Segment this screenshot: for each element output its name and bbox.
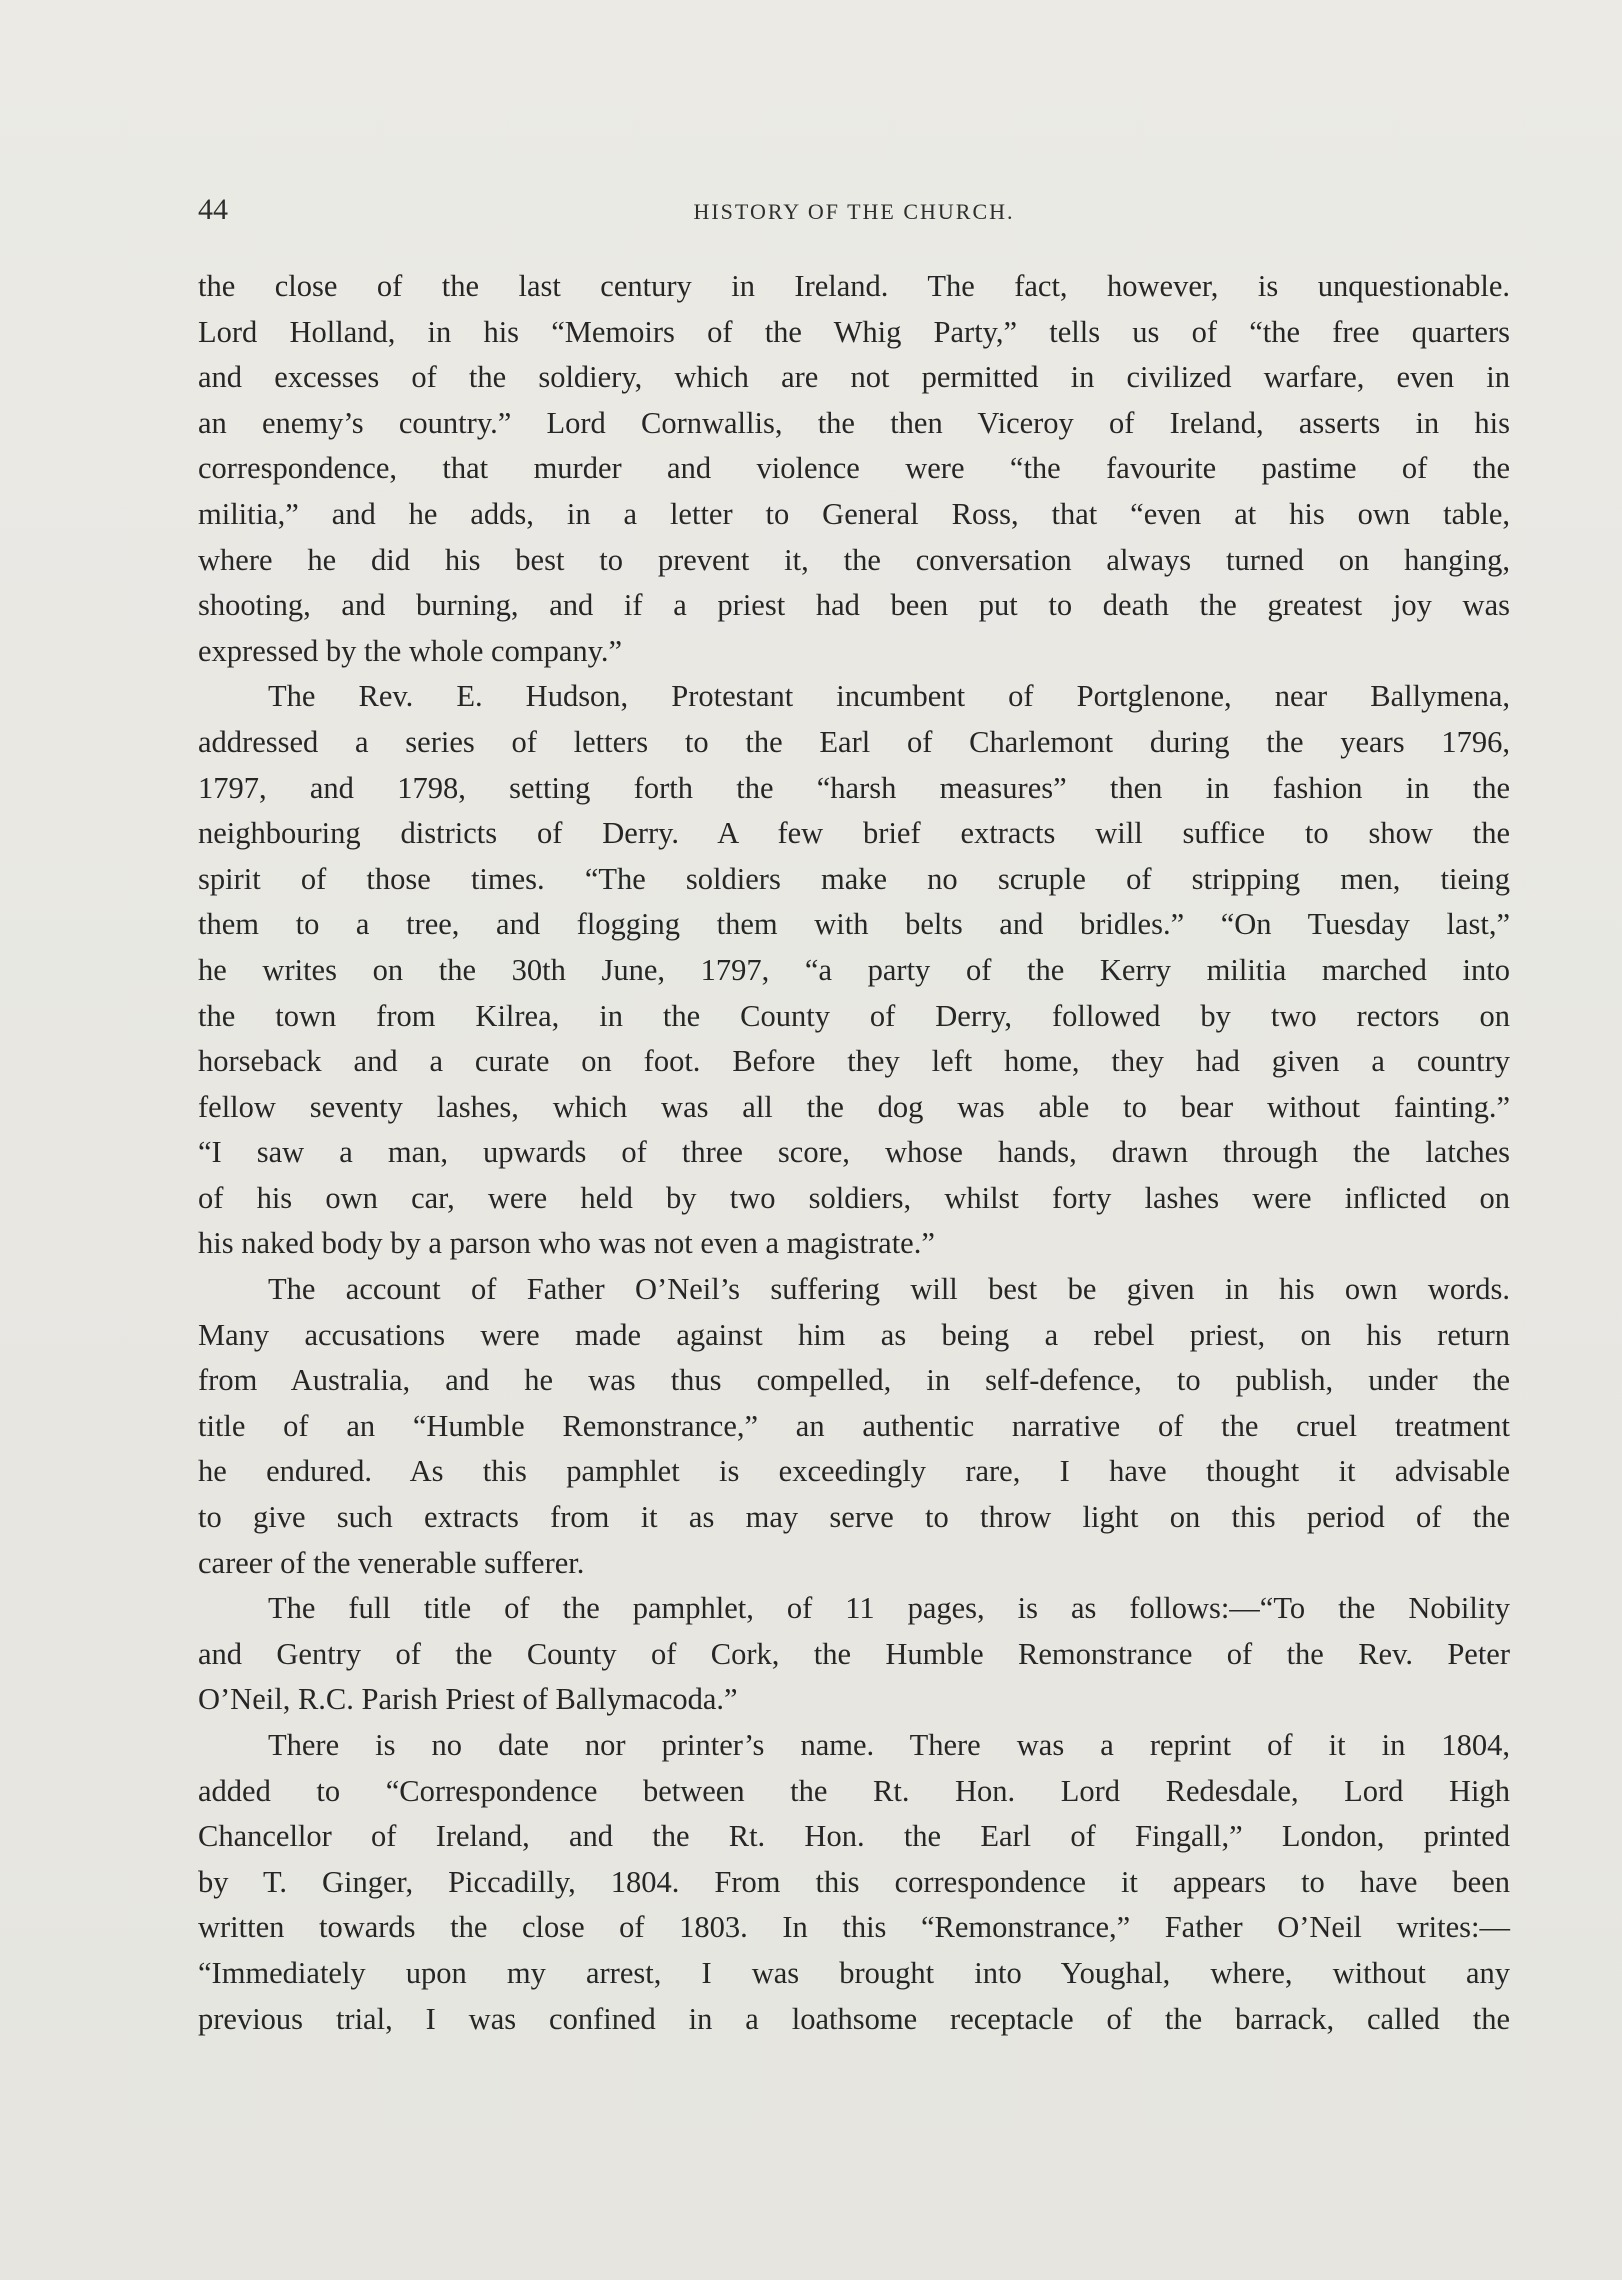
text-line: the town from Kilrea, in the County of Derry, followed by two rectors on xyxy=(198,998,1510,1033)
text-line: neighbouring districts of Derry. A few brief extracts will suffice to show the xyxy=(198,816,1510,851)
text-line: Lord Holland, in his “Memoirs of the Whig Party,” tells us of “the free quarters xyxy=(198,314,1510,349)
text-line: of his own car, were held by two soldiers, whilst forty lashes were inflicted on xyxy=(198,1180,1510,1215)
text-line: Chancellor of Ireland, and the Rt. Hon. the Earl of Fingall,” London, printed xyxy=(198,1819,1510,1854)
text-line: an enemy’s country.” Lord Cornwallis, the then Viceroy of Ireland, asserts in his xyxy=(198,405,1510,440)
text-line: written towards the close of 1803. In this “Remonstrance,” Father O’Neil writes:— xyxy=(198,1910,1510,1945)
text-line: O’Neil, R.C. Parish Priest of Ballymacoda.” xyxy=(198,1682,738,1717)
text-line: title of an “Humble Remonstrance,” an authentic narrative of the cruel treatment xyxy=(198,1408,1510,1443)
paragraph xyxy=(198,1267,1510,1586)
text-line: where he did his best to prevent it, the conversation always turned on hanging, xyxy=(198,542,1510,577)
text-line: to give such extracts from it as may serve to throw light on this period of the xyxy=(198,1500,1510,1535)
text-line: shooting, and burning, and if a priest had been put to death the greatest joy was xyxy=(198,588,1510,623)
text-line: The full title of the pamphlet, of 11 pages, is as follows:—“To the Nobility xyxy=(268,1591,1510,1626)
paragraph xyxy=(198,674,1510,1267)
text-line: his naked body by a parson who was not even a magistrate.” xyxy=(198,1226,935,1261)
text-line: The Rev. E. Hudson, Protestant incumbent of Portglenone, near Ballymena, xyxy=(268,679,1510,714)
text-line: added to “Correspondence between the Rt. Hon. Lord Redesdale, Lord High xyxy=(198,1773,1510,1808)
text-line: addressed a series of letters to the Earl of Charlemont during the years 1796, xyxy=(198,724,1510,759)
paragraph xyxy=(198,1586,1510,1723)
text-line: them to a tree, and flogging them with belts and bridles.” “On Tuesday last,” xyxy=(198,907,1510,942)
text-line: The account of Father O’Neil’s suffering will best be given in his own words. xyxy=(268,1272,1510,1307)
running-head xyxy=(198,190,1510,230)
text-line: and Gentry of the County of Cork, the Humble Remonstrance of the Rev. Peter xyxy=(198,1636,1510,1671)
paragraph xyxy=(198,264,1510,674)
text-line: the close of the last century in Ireland. The fact, however, is unquestionable. xyxy=(198,269,1510,303)
running-title: HISTORY OF THE CHURCH. xyxy=(693,199,1015,224)
text-line: career of the venerable sufferer. xyxy=(198,1545,585,1580)
text-line: expressed by the whole company.” xyxy=(198,633,623,668)
text-line: and excesses of the soldiery, which are not permitted in civilized warfare, even in xyxy=(198,360,1510,395)
text-line: he endured. As this pamphlet is exceedingly rare, I have thought it advisable xyxy=(198,1454,1510,1489)
paragraph xyxy=(198,1723,1510,2042)
text-line: militia,” and he adds, in a letter to General Ross, that “even at his own table, xyxy=(198,496,1510,531)
text-line: he writes on the 30th June, 1797, “a party of the Kerry militia marched into xyxy=(198,952,1510,987)
text-line: from Australia, and he was thus compelled, in self-defence, to publish, under the xyxy=(198,1363,1510,1398)
text-line: “I saw a man, upwards of three score, whose hands, drawn through the latches xyxy=(198,1135,1510,1170)
text-line: spirit of those times. “The soldiers make no scruple of stripping men, tieing xyxy=(198,861,1510,896)
text-line: horseback and a curate on foot. Before they left home, they had given a country xyxy=(198,1044,1510,1079)
text-line: Many accusations were made against him as being a rebel priest, on his return xyxy=(198,1317,1510,1352)
text-line: 1797, and 1798, setting forth the “harsh measures” then in fashion in the xyxy=(198,770,1510,805)
text-line: fellow seventy lashes, which was all the dog was able to bear without fainting.” xyxy=(198,1089,1510,1124)
text-line: “Immediately upon my arrest, I was brought into Youghal, where, without any xyxy=(198,1955,1510,1990)
page-number: 44 xyxy=(198,193,228,226)
text-line: previous trial, I was confined in a loathsome receptacle of the barrack, called the xyxy=(198,2001,1510,2036)
text-line: correspondence, that murder and violence were “the favourite pastime of the xyxy=(198,451,1510,486)
text-line: There is no date nor printer’s name. There was a reprint of it in 1804, xyxy=(268,1728,1510,1762)
text-line: by T. Ginger, Piccadilly, 1804. From this correspondence it appears to have been xyxy=(198,1864,1510,1899)
body-text xyxy=(198,264,1510,2042)
